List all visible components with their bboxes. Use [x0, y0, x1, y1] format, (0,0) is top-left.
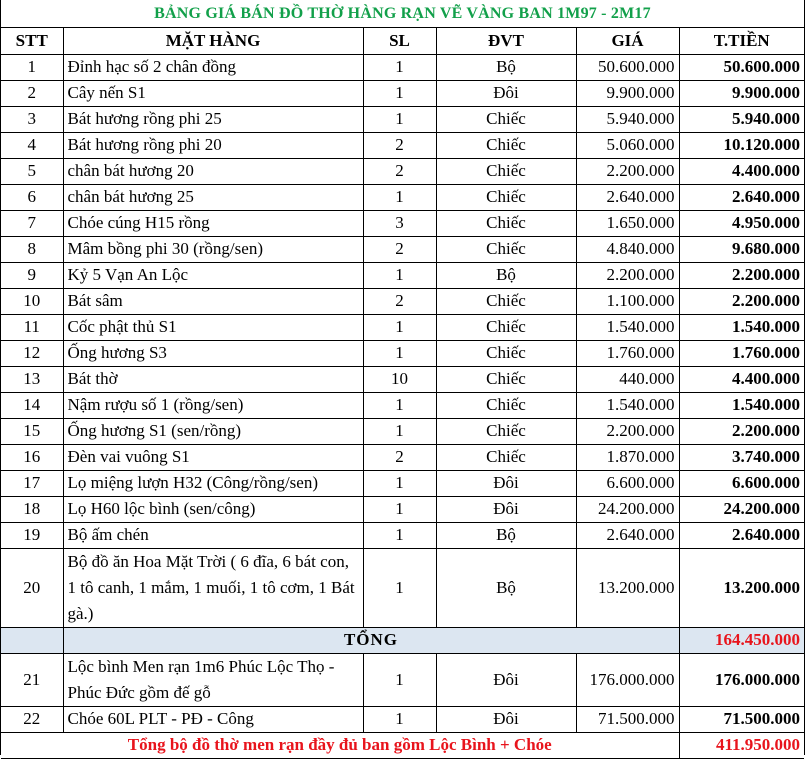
row-unit: Đôi — [436, 496, 576, 522]
subtotal-row — [1, 627, 804, 653]
row-quantity: 2 — [363, 288, 436, 314]
row-price: 6.600.000 — [576, 470, 679, 496]
row-price: 1.540.000 — [576, 314, 679, 340]
row-quantity: 1 — [363, 470, 436, 496]
row-price: 5.940.000 — [576, 106, 679, 132]
table-row — [1, 366, 804, 392]
row-quantity: 1 — [363, 418, 436, 444]
header-price: GIÁ — [576, 28, 679, 54]
row-item-name: Ống hương S1 (sen/rồng) — [63, 418, 363, 444]
row-price: 5.060.000 — [576, 132, 679, 158]
row-number: 19 — [1, 522, 63, 548]
row-item-name: Nậm rượu số 1 (rồng/sen) — [63, 392, 363, 418]
row-number: 21 — [1, 653, 63, 706]
row-number: 6 — [1, 184, 63, 210]
row-total: 176.000.000 — [679, 653, 804, 706]
row-price: 440.000 — [576, 366, 679, 392]
table-row — [1, 288, 804, 314]
row-number: 1 — [1, 54, 63, 80]
row-unit: Chiếc — [436, 340, 576, 366]
row-item-name: Lộc bình Men rạn 1m6 Phúc Lộc Thọ - Phúc Đức gồm đế gỗ — [63, 653, 363, 706]
row-number: 13 — [1, 366, 63, 392]
row-total: 10.120.000 — [679, 132, 804, 158]
table-row — [1, 158, 804, 184]
row-unit: Chiếc — [436, 444, 576, 470]
row-total: 50.600.000 — [679, 54, 804, 80]
row-price: 1.540.000 — [576, 392, 679, 418]
row-item-name: Bát hương rồng phi 20 — [63, 132, 363, 158]
table-row — [1, 418, 804, 444]
table-row — [1, 444, 804, 470]
row-unit: Bộ — [436, 54, 576, 80]
row-item-name: Bát thờ — [63, 366, 363, 392]
row-total: 9.680.000 — [679, 236, 804, 262]
row-total: 13.200.000 — [679, 548, 804, 627]
table-row — [1, 314, 804, 340]
row-item-name: chân bát hương 25 — [63, 184, 363, 210]
row-price: 24.200.000 — [576, 496, 679, 522]
row-unit: Đôi — [436, 80, 576, 106]
row-total: 4.950.000 — [679, 210, 804, 236]
row-item-name: Đèn vai vuông S1 — [63, 444, 363, 470]
row-price: 2.640.000 — [576, 184, 679, 210]
row-quantity: 1 — [363, 184, 436, 210]
row-price: 2.640.000 — [576, 522, 679, 548]
row-quantity: 1 — [363, 522, 436, 548]
header-total: T.TIỀN — [679, 28, 804, 54]
row-price: 1.100.000 — [576, 288, 679, 314]
row-quantity: 1 — [363, 106, 436, 132]
row-number: 10 — [1, 288, 63, 314]
row-number: 9 — [1, 262, 63, 288]
row-unit: Chiếc — [436, 418, 576, 444]
row-total: 1.760.000 — [679, 340, 804, 366]
row-item-name: Lọ miệng lượn H32 (Công/rồng/sen) — [63, 470, 363, 496]
row-item-name: chân bát hương 20 — [63, 158, 363, 184]
table-row — [1, 184, 804, 210]
row-item-name: Bộ đồ ăn Hoa Mặt Trời ( 6 đĩa, 6 bát con, 1 tô canh, 1 mắm, 1 muối, 1 tô cơm, 1 Bát gà.) — [63, 548, 363, 627]
row-price: 2.200.000 — [576, 262, 679, 288]
row-unit: Bộ — [436, 262, 576, 288]
row-number: 18 — [1, 496, 63, 522]
row-price: 2.200.000 — [576, 418, 679, 444]
row-price: 176.000.000 — [576, 653, 679, 706]
row-unit: Chiếc — [436, 184, 576, 210]
row-total: 2.200.000 — [679, 288, 804, 314]
table-row — [1, 262, 804, 288]
row-quantity: 10 — [363, 366, 436, 392]
header-unit: ĐVT — [436, 28, 576, 54]
table-row — [1, 210, 804, 236]
row-unit: Chiếc — [436, 210, 576, 236]
row-number: 8 — [1, 236, 63, 262]
row-item-name: Bát sâm — [63, 288, 363, 314]
row-item-name: Đỉnh hạc số 2 chân đồng — [63, 54, 363, 80]
table-row — [1, 470, 804, 496]
grand-total-row — [1, 732, 804, 758]
row-item-name: Chóe cúng H15 rồng — [63, 210, 363, 236]
row-unit: Chiếc — [436, 132, 576, 158]
row-item-name: Bát hương rồng phi 25 — [63, 106, 363, 132]
row-unit: Bộ — [436, 548, 576, 627]
subtotal-value: 164.450.000 — [679, 627, 804, 653]
row-number: 5 — [1, 158, 63, 184]
row-number: 3 — [1, 106, 63, 132]
header-stt: STT — [1, 28, 63, 54]
row-unit: Bộ — [436, 522, 576, 548]
row-quantity: 1 — [363, 262, 436, 288]
header-row — [1, 28, 804, 54]
table-row — [1, 653, 804, 706]
row-total: 9.900.000 — [679, 80, 804, 106]
row-price: 13.200.000 — [576, 548, 679, 627]
row-price: 1.760.000 — [576, 340, 679, 366]
row-total: 5.940.000 — [679, 106, 804, 132]
sheet-title: BẢNG GIÁ BÁN ĐỒ THỜ HÀNG RẠN VẼ VÀNG BAN 1M97 - 2M17 — [1, 0, 804, 28]
row-unit: Đôi — [436, 706, 576, 732]
row-total: 24.200.000 — [679, 496, 804, 522]
row-quantity: 1 — [363, 80, 436, 106]
row-unit: Chiếc — [436, 288, 576, 314]
row-total: 4.400.000 — [679, 366, 804, 392]
table-row — [1, 522, 804, 548]
row-quantity: 1 — [363, 548, 436, 627]
row-number: 7 — [1, 210, 63, 236]
row-number: 12 — [1, 340, 63, 366]
grand-total-value: 411.950.000 — [679, 732, 804, 758]
header-qty: SL — [363, 28, 436, 54]
row-item-name: Mâm bồng phi 30 (rồng/sen) — [63, 236, 363, 262]
row-number: 22 — [1, 706, 63, 732]
row-price: 1.870.000 — [576, 444, 679, 470]
subtotal-spacer — [1, 627, 63, 653]
row-unit: Chiếc — [436, 366, 576, 392]
table-row — [1, 340, 804, 366]
row-unit: Chiếc — [436, 392, 576, 418]
row-price: 9.900.000 — [576, 80, 679, 106]
row-total: 71.500.000 — [679, 706, 804, 732]
row-unit: Chiếc — [436, 314, 576, 340]
row-quantity: 2 — [363, 132, 436, 158]
table-row — [1, 54, 804, 80]
row-price: 2.200.000 — [576, 158, 679, 184]
row-quantity: 1 — [363, 392, 436, 418]
row-total: 1.540.000 — [679, 314, 804, 340]
row-unit: Chiếc — [436, 236, 576, 262]
grand-total-label: Tổng bộ đồ thờ men rạn đầy đủ ban gồm Lộc Bình + Chóe — [1, 732, 679, 758]
row-quantity: 1 — [363, 496, 436, 522]
row-quantity: 1 — [363, 653, 436, 706]
row-item-name: Chóe 60L PLT - PĐ - Công — [63, 706, 363, 732]
row-quantity: 1 — [363, 314, 436, 340]
table-row — [1, 496, 804, 522]
row-total: 2.640.000 — [679, 522, 804, 548]
row-number: 15 — [1, 418, 63, 444]
row-item-name: Bộ ấm chén — [63, 522, 363, 548]
row-number: 17 — [1, 470, 63, 496]
row-unit: Chiếc — [436, 106, 576, 132]
row-quantity: 1 — [363, 54, 436, 80]
row-quantity: 1 — [363, 340, 436, 366]
row-total: 1.540.000 — [679, 392, 804, 418]
row-unit: Đôi — [436, 470, 576, 496]
row-quantity: 3 — [363, 210, 436, 236]
extra-rows — [1, 653, 804, 732]
row-price: 50.600.000 — [576, 54, 679, 80]
row-unit: Đôi — [436, 653, 576, 706]
row-item-name: Ống hương S3 — [63, 340, 363, 366]
row-price: 4.840.000 — [576, 236, 679, 262]
row-total: 4.400.000 — [679, 158, 804, 184]
row-number: 16 — [1, 444, 63, 470]
table-row — [1, 392, 804, 418]
row-item-name: Kỷ 5 Vạn An Lộc — [63, 262, 363, 288]
row-quantity: 1 — [363, 706, 436, 732]
header-item: MẶT HÀNG — [63, 28, 363, 54]
table-row — [1, 132, 804, 158]
row-number: 11 — [1, 314, 63, 340]
item-rows — [1, 54, 804, 627]
price-table — [1, 28, 804, 759]
row-item-name: Cốc phật thủ S1 — [63, 314, 363, 340]
row-quantity: 2 — [363, 444, 436, 470]
row-item-name: Cây nến S1 — [63, 80, 363, 106]
row-unit: Chiếc — [436, 158, 576, 184]
row-quantity: 2 — [363, 236, 436, 262]
row-quantity: 2 — [363, 158, 436, 184]
row-total: 3.740.000 — [679, 444, 804, 470]
row-number: 4 — [1, 132, 63, 158]
row-total: 6.600.000 — [679, 470, 804, 496]
row-total: 2.200.000 — [679, 418, 804, 444]
table-row — [1, 706, 804, 732]
table-row — [1, 80, 804, 106]
row-number: 2 — [1, 80, 63, 106]
table-row — [1, 548, 804, 627]
row-item-name: Lọ H60 lộc bình (sen/công) — [63, 496, 363, 522]
row-total: 2.640.000 — [679, 184, 804, 210]
row-number: 14 — [1, 392, 63, 418]
row-price: 1.650.000 — [576, 210, 679, 236]
row-total: 2.200.000 — [679, 262, 804, 288]
table-row — [1, 236, 804, 262]
table-row — [1, 106, 804, 132]
row-number: 20 — [1, 548, 63, 627]
row-price: 71.500.000 — [576, 706, 679, 732]
subtotal-label: TỔNG — [63, 627, 679, 653]
